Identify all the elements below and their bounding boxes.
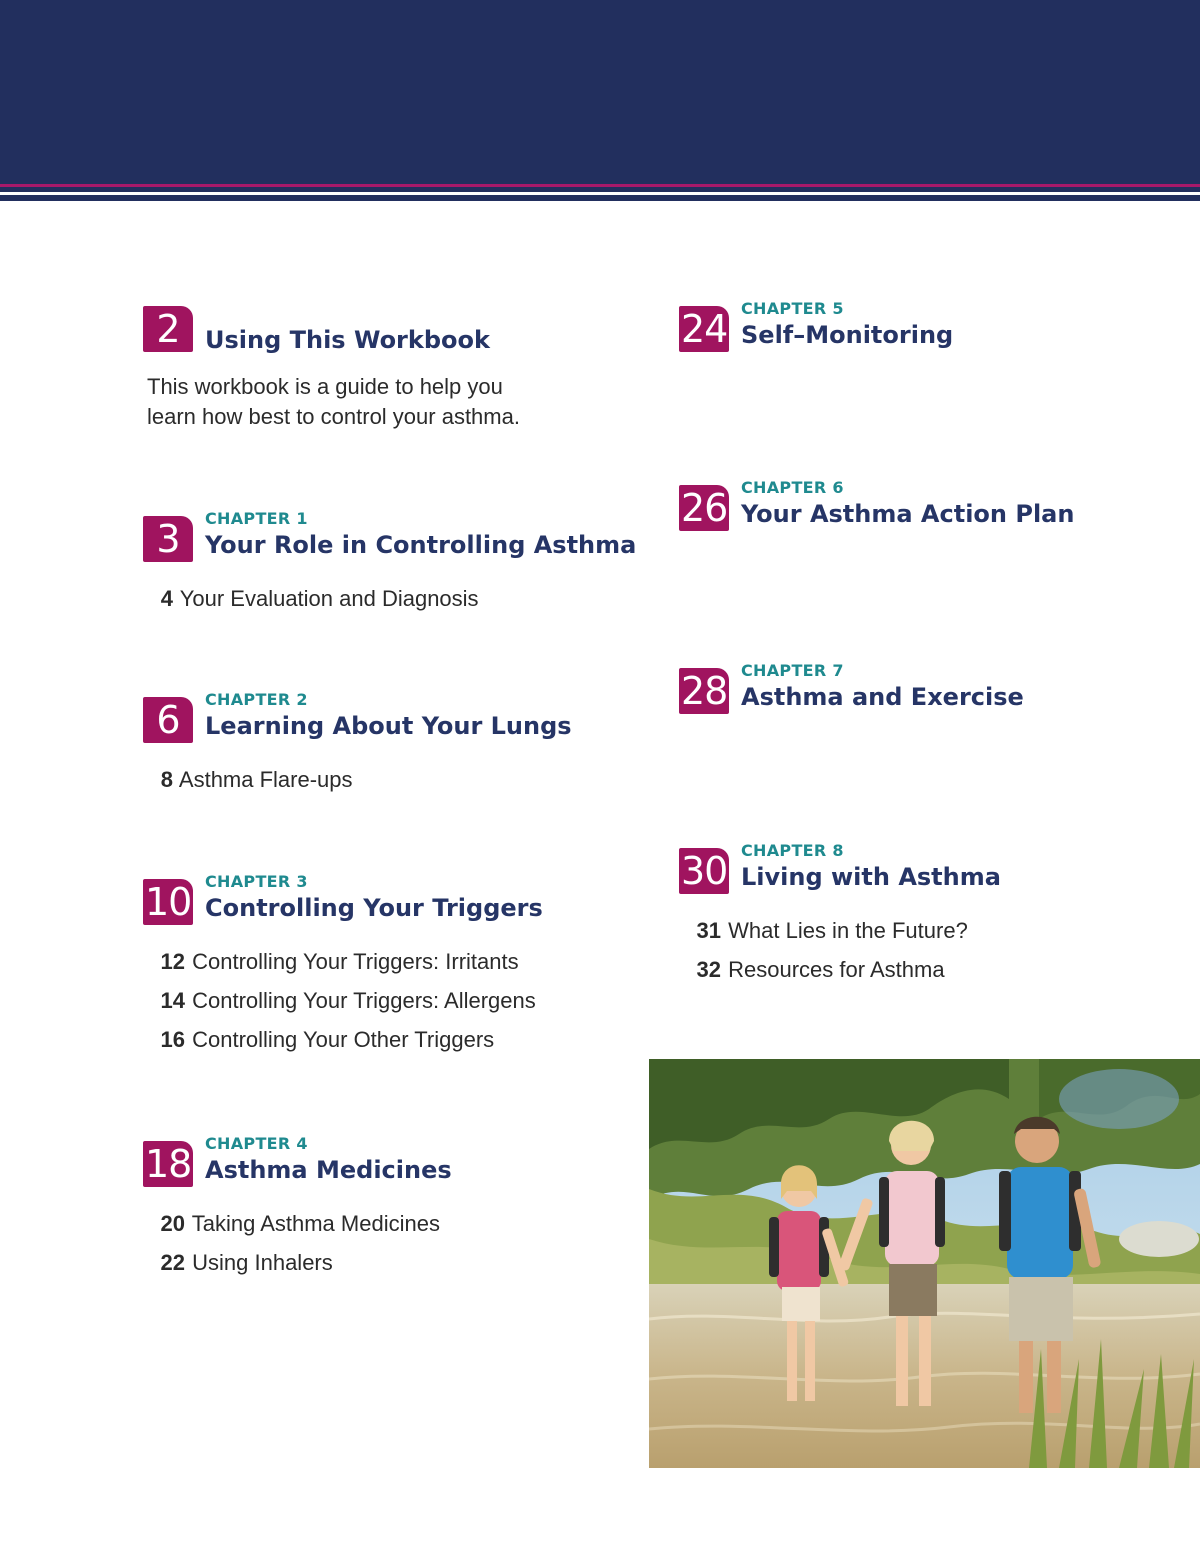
subsection-title: Controlling Your Triggers: Irritants	[192, 949, 519, 974]
subsection-item[interactable]	[147, 1025, 536, 1064]
subsection-page: 32	[696, 957, 721, 982]
chapter-title[interactable]: Controlling Your Triggers	[205, 894, 543, 922]
chapter-title[interactable]: Living with Asthma	[741, 863, 1001, 891]
chapter-label: CHAPTER 6	[741, 478, 844, 497]
subsection-page: 14	[160, 988, 185, 1013]
subsection-title: Asthma Flare-ups	[178, 767, 353, 792]
chapter-title[interactable]: Self–Monitoring	[741, 321, 954, 349]
chapter-title[interactable]: Your Asthma Action Plan	[741, 500, 1075, 528]
page-badge: 26	[681, 486, 728, 530]
chapter-label: CHAPTER 7	[741, 661, 844, 680]
chapter-title[interactable]: Asthma Medicines	[205, 1156, 452, 1184]
chapter-title[interactable]: Asthma and Exercise	[741, 683, 1024, 711]
page-badge: 24	[681, 307, 728, 351]
chapter-title[interactable]: Learning About Your Lungs	[205, 712, 572, 740]
subsection-page: 8	[160, 767, 173, 792]
subsection-title: Resources for Asthma	[728, 957, 945, 982]
subsection-page: 16	[160, 1027, 185, 1052]
header-band	[0, 0, 1200, 184]
subsection-page: 4	[160, 586, 173, 611]
chapter-label: CHAPTER 8	[741, 841, 844, 860]
subsection-page: 20	[160, 1211, 185, 1236]
page-badge: 6	[143, 697, 193, 743]
subsection-item[interactable]	[147, 1248, 440, 1287]
subsection-title: What Lies in the Future?	[728, 918, 968, 943]
subsection-list	[683, 916, 968, 994]
chapter-label: CHAPTER 5	[741, 299, 844, 318]
subsection-title: Controlling Your Other Triggers	[192, 1027, 495, 1052]
subsection-item[interactable]	[147, 1209, 440, 1248]
chapter-label: CHAPTER 4	[205, 1134, 308, 1153]
intro-description	[147, 372, 587, 432]
subsection-item[interactable]	[147, 765, 353, 804]
subsection-item[interactable]	[683, 916, 968, 955]
subsection-item[interactable]	[683, 955, 968, 994]
header-rule-navy	[0, 187, 1200, 192]
subsection-item[interactable]	[147, 584, 479, 623]
chapter-label: CHAPTER 2	[205, 690, 308, 709]
chapter-title[interactable]: Your Role in Controlling Asthma	[205, 531, 637, 559]
chapter-label: CHAPTER 1	[205, 509, 308, 528]
subsection-page: 12	[160, 949, 185, 974]
page-badge: 28	[681, 669, 728, 713]
intro-description-line: This workbook is a guide to help you	[147, 374, 503, 399]
subsection-title: Controlling Your Triggers: Allergens	[192, 988, 536, 1013]
subsection-list	[147, 947, 536, 1064]
page-badge: 10	[145, 880, 192, 924]
subsection-title: Your Evaluation and Diagnosis	[179, 586, 479, 611]
page-badge: 30	[681, 849, 728, 893]
chapter-label: CHAPTER 3	[205, 872, 308, 891]
subsection-title: Using Inhalers	[192, 1250, 333, 1275]
family-hiking-photo	[649, 1059, 1200, 1468]
header-rule-navy-lower	[0, 195, 1200, 201]
subsection-item[interactable]	[147, 986, 536, 1025]
subsection-list	[147, 584, 479, 623]
page-badge: 18	[145, 1142, 192, 1186]
intro-description-line: learn how best to control your asthma.	[147, 404, 520, 429]
page-badge: 2	[143, 306, 193, 352]
subsection-list	[147, 1209, 440, 1287]
subsection-list	[147, 765, 353, 804]
entry-title[interactable]: Using This Workbook	[205, 326, 490, 354]
subsection-page: 31	[696, 918, 721, 943]
page-badge: 3	[143, 516, 193, 562]
subsection-page: 22	[160, 1250, 185, 1275]
subsection-item[interactable]	[147, 947, 536, 986]
subsection-title: Taking Asthma Medicines	[191, 1211, 440, 1236]
